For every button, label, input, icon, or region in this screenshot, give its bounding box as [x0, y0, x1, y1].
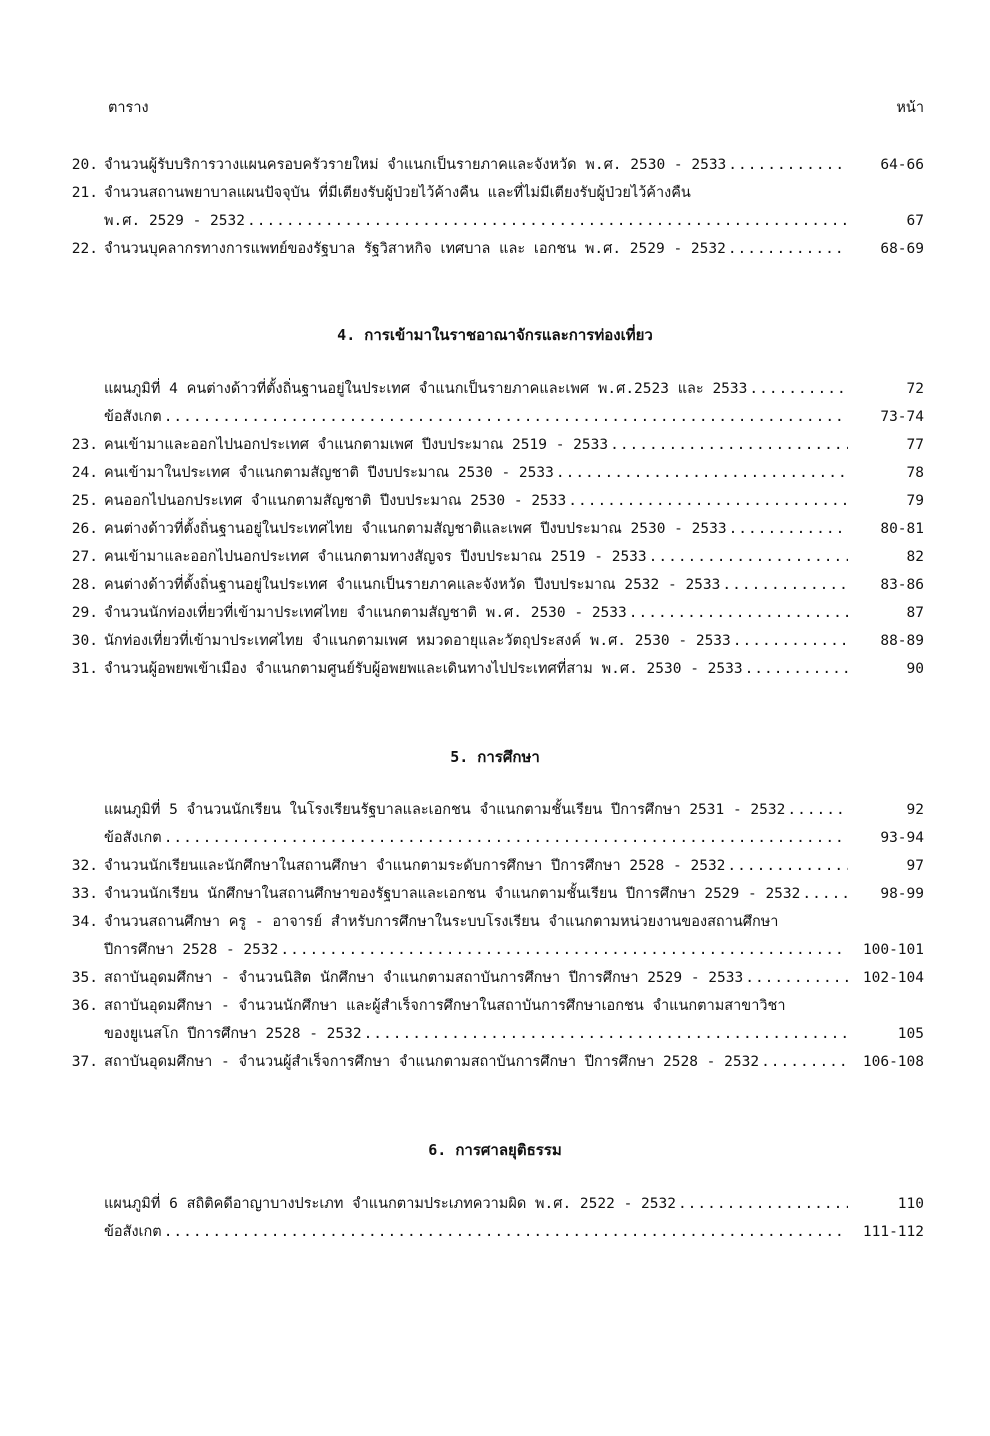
- entry-title: จำนวนบุคลากรทางการแพทย์ของรัฐบาล รัฐวิสาหกิจ เทศบาล และ เอกชน พ.ศ. 2529 - 2532: [104, 241, 726, 257]
- toc-entry-continuation: [0, 938, 990, 962]
- leader-dots: [733, 629, 848, 653]
- entry-page: 97: [906, 858, 924, 874]
- entry-page: 110: [897, 1196, 924, 1212]
- entry-page: 87: [906, 605, 924, 621]
- entry-number: 23.: [71, 437, 98, 453]
- entry-number: 25.: [71, 493, 98, 509]
- entry-number: 29.: [71, 605, 98, 621]
- entry-title: แผนภูมิที่ 4 คนต่างด้าวที่ตั้งถิ่นฐานอยู่ในประเทศ จำแนกเป็นรายภาคและเพศ พ.ศ.2523 และ 2533: [104, 381, 748, 397]
- entry-title: สถาบันอุดมศึกษา - จำนวนนิสิต นักศึกษา จำแนกตามสถาบันการศึกษา ปีการศึกษา 2529 - 2533: [104, 970, 744, 986]
- entry-title: จำนวนนักเรียนและนักศึกษาในสถานศึกษา จำแนกตามระดับการศึกษา ปีการศึกษา 2528 - 2532: [104, 858, 726, 874]
- entry-title: แผนภูมิที่ 5 จำนวนนักเรียน ในโรงเรียนรัฐบาลและเอกชน จำแนกตามชั้นเรียน ปีการศึกษา 2531 - 2532: [104, 802, 786, 818]
- entry-page: 105: [897, 1026, 924, 1042]
- leader-dots: [280, 938, 848, 962]
- toc-entry: [0, 153, 990, 177]
- toc-entry: [0, 377, 990, 401]
- entry-page: 80-81: [880, 521, 924, 537]
- leader-dots: [629, 601, 848, 625]
- toc-entry: [0, 237, 990, 261]
- entry-page: 64-66: [880, 157, 924, 173]
- entry-number: 33.: [71, 886, 98, 902]
- entry-title: ข้อสังเกต: [104, 409, 162, 425]
- entry-number: 35.: [71, 970, 98, 986]
- entry-number: 32.: [71, 858, 98, 874]
- toc-entry: [0, 657, 990, 681]
- entry-page: 79: [906, 493, 924, 509]
- entry-page: 90: [906, 661, 924, 677]
- toc-entry: [0, 966, 990, 990]
- toc-entry: [0, 489, 990, 513]
- toc-entry: [0, 181, 990, 205]
- entry-title: จำนวนผู้อพยพเข้าเมือง จำแนกตามศูนย์รับผู้อพยพและเดินทางไปประเทศที่สาม พ.ศ. 2530 - 2533: [104, 661, 743, 677]
- leader-dots: [556, 461, 848, 485]
- leader-dots: [802, 882, 848, 906]
- entry-title: จำนวนนักเรียน นักศึกษาในสถานศึกษาของรัฐบาลและเอกชน จำแนกตามชั้นเรียน ปีการศึกษา 2529 - 2532: [104, 886, 801, 902]
- entry-title: คนเข้ามาและออกไปนอกประเทศ จำแนกตามทางสัญจร ปีงบประมาณ 2519 - 2533: [104, 549, 647, 565]
- leader-dots: [364, 1022, 848, 1046]
- toc-entry: [0, 854, 990, 878]
- entry-page: 106-108: [862, 1054, 924, 1070]
- entry-number: 26.: [71, 521, 98, 537]
- entry-page: 72: [906, 381, 924, 397]
- section-title: 6. การศาลยุติธรรม: [428, 1141, 562, 1159]
- column-header-table: ตาราง: [108, 100, 149, 116]
- entry-title: สถาบันอุดมศึกษา - จำนวนผู้สำเร็จการศึกษา จำแนกตามสถาบันการศึกษา ปีการศึกษา 2528 - 2532: [104, 1054, 760, 1070]
- entry-number: 34.: [71, 914, 98, 930]
- entry-title: สถาบันอุดมศึกษา - จำนวนนักศึกษา และผู้สำเร็จการศึกษาในสถาบันการศึกษาเอกชน จำแนกตามสาขาวิชา: [104, 998, 786, 1014]
- toc-entry: [0, 1192, 990, 1216]
- leader-dots: [745, 966, 848, 990]
- toc-entry: [0, 601, 990, 625]
- entry-page: 100-101: [862, 942, 924, 958]
- toc-entry: [0, 798, 990, 822]
- leader-dots: [722, 573, 848, 597]
- leader-dots: [787, 798, 848, 822]
- entry-title: ข้อสังเกต: [104, 830, 162, 846]
- toc-entry-continuation: [0, 209, 990, 233]
- leader-dots: [568, 489, 848, 513]
- entry-page: 93-94: [880, 830, 924, 846]
- leader-dots: [164, 1220, 848, 1244]
- entry-number: 37.: [71, 1054, 98, 1070]
- entry-title: คนต่างด้าวที่ตั้งถิ่นฐานอยู่ในประเทศไทย จำแนกตามสัญชาติและเพศ ปีงบประมาณ 2530 - 2533: [104, 521, 727, 537]
- leader-dots: [749, 377, 848, 401]
- leader-dots: [678, 1192, 848, 1216]
- entry-page: 78: [906, 465, 924, 481]
- toc-entry: [0, 461, 990, 485]
- entry-title: คนเข้ามาในประเทศ จำแนกตามสัญชาติ ปีงบประมาณ 2530 - 2533: [104, 465, 554, 481]
- entry-page: 68-69: [880, 241, 924, 257]
- toc-entry: [0, 910, 990, 934]
- entry-number: 24.: [71, 465, 98, 481]
- entry-title: จำนวนผู้รับบริการวางแผนครอบครัวรายใหม่ จำแนกเป็นรายภาคและจังหวัด พ.ศ. 2530 - 2533: [104, 157, 727, 173]
- entry-title: นักท่องเที่ยวที่เข้ามาประเทศไทย จำแนกตามเพศ หมวดอายุและวัตถุประสงค์ พ.ศ. 2530 - 2533: [104, 633, 731, 649]
- entry-number: 28.: [71, 577, 98, 593]
- entry-title: ข้อสังเกต: [104, 1224, 162, 1240]
- entry-number: 36.: [71, 998, 98, 1014]
- entry-number: 22.: [71, 241, 98, 257]
- leader-dots: [728, 153, 848, 177]
- leader-dots: [727, 854, 848, 878]
- entry-number: 31.: [71, 661, 98, 677]
- toc-entry: [0, 629, 990, 653]
- toc-entry: [0, 573, 990, 597]
- entry-title: คนต่างด้าวที่ตั้งถิ่นฐานอยู่ในประเทศ จำแนกเป็นรายภาคและจังหวัด ปีงบประมาณ 2532 - 2533: [104, 577, 721, 593]
- entry-title-continuation: พ.ศ. 2529 - 2532: [104, 213, 245, 229]
- leader-dots: [761, 1050, 848, 1074]
- entry-title: จำนวนสถานพยาบาลแผนปัจจุบัน ที่มีเตียงรับผู้ป่วยไว้ค้างคืน และที่ไม่มีเตียงรับผู้ป่วยไว้ค้างคืน: [104, 185, 691, 201]
- leader-dots: [610, 433, 848, 457]
- leader-dots: [649, 545, 848, 569]
- entry-page: 82: [906, 549, 924, 565]
- toc-entry: [0, 405, 990, 429]
- leader-dots: [164, 405, 848, 429]
- entry-page: 102-104: [862, 970, 924, 986]
- entry-page: 77: [906, 437, 924, 453]
- toc-entry: [0, 517, 990, 541]
- entry-page: 92: [906, 802, 924, 818]
- toc-entry: [0, 826, 990, 850]
- leader-dots: [247, 209, 848, 233]
- entry-title: คนเข้ามาและออกไปนอกประเทศ จำแนกตามเพศ ปีงบประมาณ 2519 - 2533: [104, 437, 609, 453]
- entry-page: 88-89: [880, 633, 924, 649]
- section-title: 5. การศึกษา: [450, 748, 540, 766]
- toc-entry-continuation: [0, 1022, 990, 1046]
- entry-page: 67: [906, 213, 924, 229]
- entry-page: 98-99: [880, 886, 924, 902]
- entry-title-continuation: ของยูเนสโก ปีการศึกษา 2528 - 2532: [104, 1026, 362, 1042]
- toc-entry: [0, 1050, 990, 1074]
- column-header-page: หน้า: [896, 100, 924, 116]
- entry-page: 83-86: [880, 577, 924, 593]
- entry-number: 21.: [71, 185, 98, 201]
- toc-entry: [0, 545, 990, 569]
- entry-title: แผนภูมิที่ 6 สถิติคดีอาญาบางประเภท จำแนกตามประเภทความผิด พ.ศ. 2522 - 2532: [104, 1196, 676, 1212]
- toc-entry: [0, 433, 990, 457]
- entry-number: 20.: [71, 157, 98, 173]
- entry-page: 111-112: [862, 1224, 924, 1240]
- toc-entry: [0, 994, 990, 1018]
- entry-title: จำนวนนักท่องเที่ยวที่เข้ามาประเทศไทย จำแนกตามสัญชาติ พ.ศ. 2530 - 2533: [104, 605, 627, 621]
- section-title: 4. การเข้ามาในราชอาณาจักรและการท่องเที่ยว: [337, 326, 653, 344]
- entry-title-continuation: ปีการศึกษา 2528 - 2532: [104, 942, 279, 958]
- leader-dots: [164, 826, 848, 850]
- entry-page: 73-74: [880, 409, 924, 425]
- leader-dots: [729, 517, 848, 541]
- entry-title: คนออกไปนอกประเทศ จำแนกตามสัญชาติ ปีงบประมาณ 2530 - 2533: [104, 493, 567, 509]
- entry-number: 30.: [71, 633, 98, 649]
- entry-title: จำนวนสถานศึกษา ครู - อาจารย์ สำหรับการศึกษาในระบบโรงเรียน จำแนกตามหน่วยงานของสถานศึกษา: [104, 914, 779, 930]
- leader-dots: [728, 237, 848, 261]
- toc-entry: [0, 1220, 990, 1244]
- leader-dots: [745, 657, 848, 681]
- toc-entry: [0, 882, 990, 906]
- entry-number: 27.: [71, 549, 98, 565]
